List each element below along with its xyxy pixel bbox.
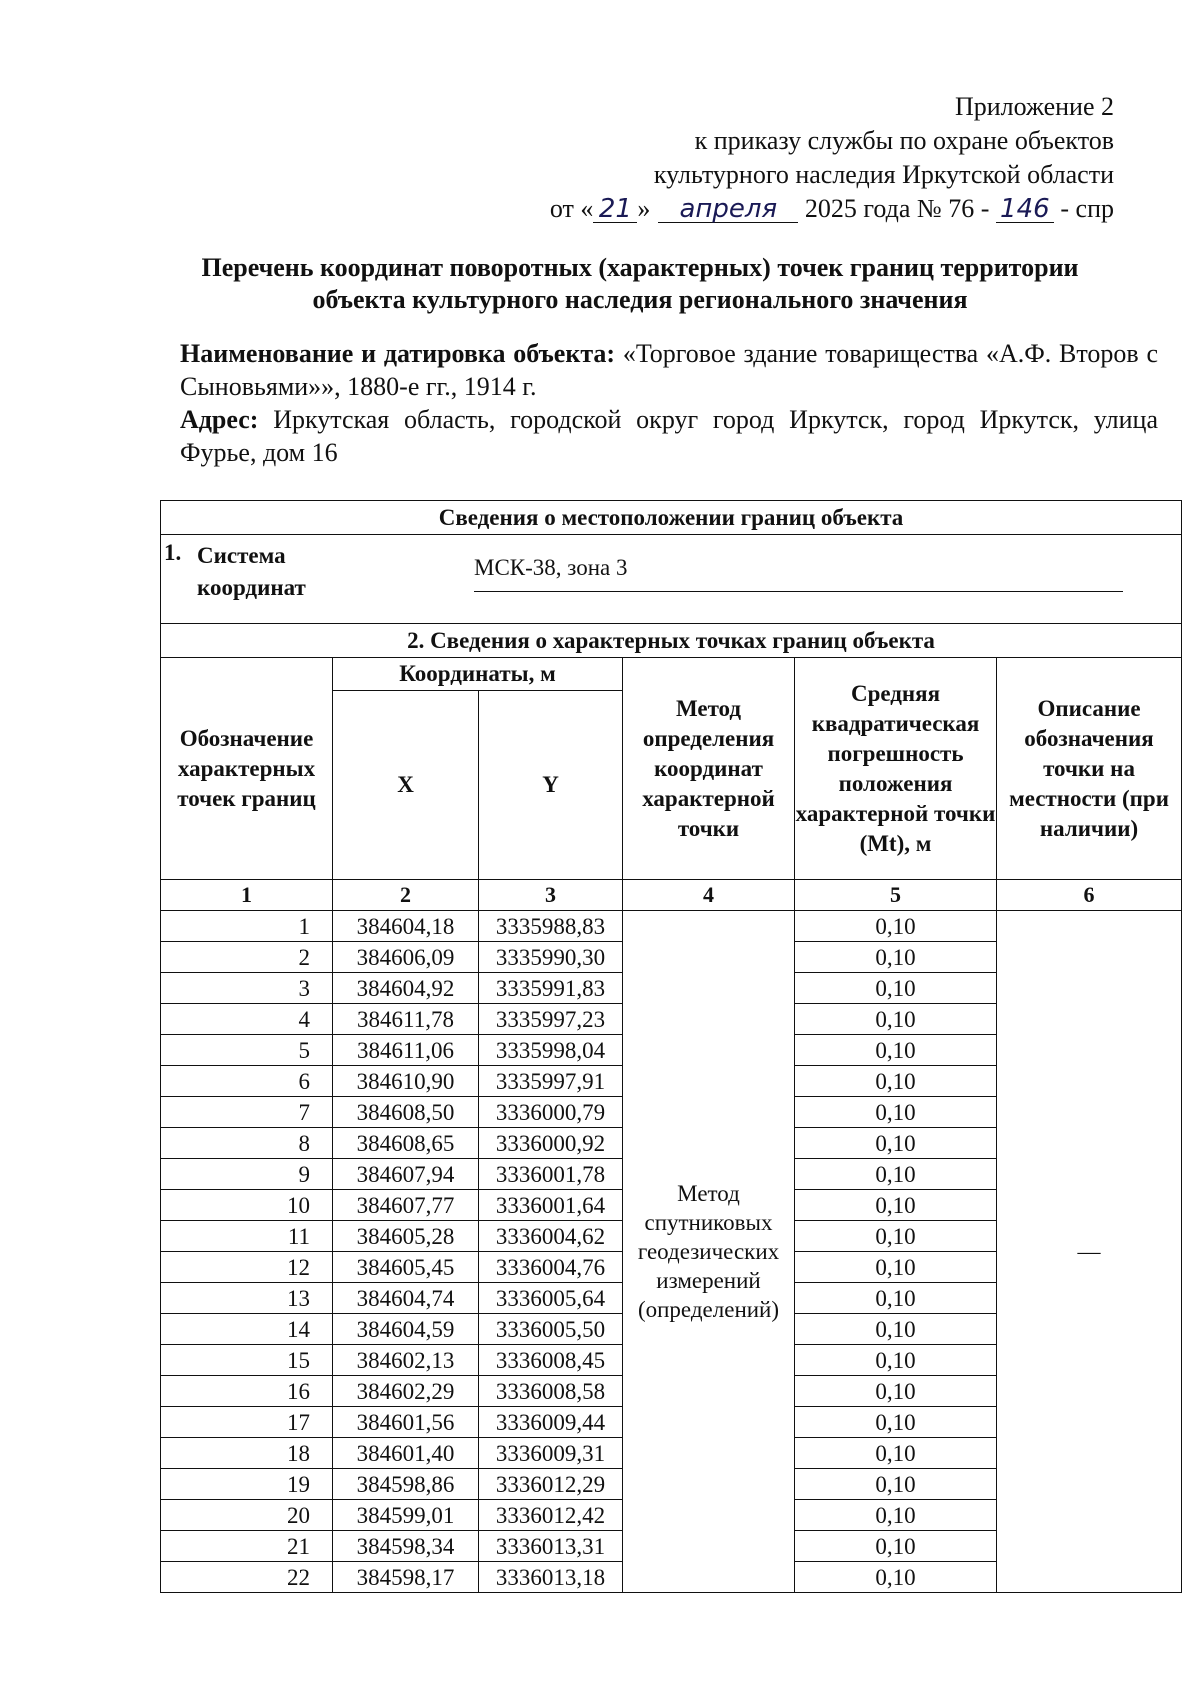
mt-cell: 0,10 [795,1562,997,1593]
object-address-paragraph [180,403,1158,469]
y-coordinate-cell: 3336012,42 [479,1500,623,1531]
x-coordinate-cell: 384610,90 [333,1066,479,1097]
mt-cell: 0,10 [795,1500,997,1531]
mt-cell: 0,10 [795,1531,997,1562]
object-name-paragraph [180,337,1158,403]
appendix-order-line: к приказу службы по охране объектов [694,126,1114,155]
appendix-date-line [550,192,1114,226]
mt-cell: 0,10 [795,1407,997,1438]
point-number-cell: 19 [161,1469,333,1500]
header-method: Метод определения координат характерной точки [623,658,795,880]
y-coordinate-cell: 3335988,83 [479,911,623,942]
date-prefix: от « [549,194,594,223]
point-number-cell: 14 [161,1314,333,1345]
system-number: 1. [164,540,182,565]
y-coordinate-cell: 3336000,79 [479,1097,623,1128]
column-numbers-row [161,880,1182,911]
object-name-value: «Торговое здание товарищества «А.Ф. Второв с Сыновьями»», 1880-е гг., 1914 г. [180,339,1159,401]
y-coordinate-cell: 3335990,30 [479,942,623,973]
y-coordinate-cell: 3336009,31 [479,1438,623,1469]
section1-title: Сведения о местоположении границ объекта [161,501,1182,535]
point-number-cell: 5 [161,1035,333,1066]
x-coordinate-cell: 384598,17 [333,1562,479,1593]
order-suffix: - спр [1060,194,1114,223]
description-cell: — [997,911,1182,1593]
point-number-cell: 21 [161,1531,333,1562]
x-coordinate-cell: 384604,59 [333,1314,479,1345]
y-coordinate-cell: 3336000,92 [479,1128,623,1159]
handwritten-month: апреля [658,196,798,223]
x-coordinate-cell: 384611,06 [333,1035,479,1066]
date-close: » [637,194,651,223]
y-coordinate-cell: 3336009,44 [479,1407,623,1438]
point-number-cell: 20 [161,1500,333,1531]
object-name-label: Наименование и датировка объекта: [180,339,616,368]
coordinate-system-row [161,535,1182,624]
handwritten-day: 21 [593,196,637,223]
column-number: 4 [623,880,795,911]
y-coordinate-cell: 3336013,18 [479,1562,623,1593]
mt-cell: 0,10 [795,911,997,942]
mt-cell: 0,10 [795,1035,997,1066]
system-value: МСК-38, зона 3 [474,555,628,580]
system-underline [474,591,1123,592]
y-coordinate-cell: 3336013,31 [479,1531,623,1562]
mt-cell: 0,10 [795,1376,997,1407]
y-coordinate-cell: 3336005,50 [479,1314,623,1345]
point-number-cell: 1 [161,911,333,942]
x-coordinate-cell: 384601,40 [333,1438,479,1469]
y-coordinate-cell: 3335997,23 [479,1004,623,1035]
y-coordinate-cell: 3335997,91 [479,1066,623,1097]
point-number-cell: 18 [161,1438,333,1469]
x-coordinate-cell: 384604,92 [333,973,479,1004]
x-coordinate-cell: 384598,34 [333,1531,479,1562]
column-number: 6 [997,880,1182,911]
x-coordinate-cell: 384606,09 [333,942,479,973]
mt-cell: 0,10 [795,1221,997,1252]
mt-cell: 0,10 [795,1438,997,1469]
system-label-line-2: координат [197,575,306,600]
point-number-cell: 10 [161,1190,333,1221]
x-coordinate-cell: 384602,13 [333,1345,479,1376]
coordinates-table [160,500,1182,1593]
mt-cell: 0,10 [795,1252,997,1283]
object-address-value: Иркутская область, городской округ город Иркутск, город Иркутск, улица Фурье, дом 16 [180,405,1158,467]
appendix-number: Приложение 2 [954,92,1114,121]
x-coordinate-cell: 384604,18 [333,911,479,942]
y-coordinate-cell: 3336004,76 [479,1252,623,1283]
title-line-1: Перечень координат поворотных (характерных) точек границ территории [201,253,1079,282]
x-coordinate-cell: 384601,56 [333,1407,479,1438]
mt-cell: 0,10 [795,1128,997,1159]
x-coordinate-cell: 384608,50 [333,1097,479,1128]
section2-title: 2. Сведения о характерных точках границ объекта [161,624,1182,658]
y-coordinate-cell: 3336012,29 [479,1469,623,1500]
mt-cell: 0,10 [795,1004,997,1035]
point-number-cell: 3 [161,973,333,1004]
x-coordinate-cell: 384608,65 [333,1128,479,1159]
header-mt: Средняя квадратическая погрешность положения характерной точки (Mt), м [795,658,997,880]
point-number-cell: 6 [161,1066,333,1097]
mt-cell: 0,10 [795,973,997,1004]
x-coordinate-cell: 384604,74 [333,1283,479,1314]
column-number: 1 [161,880,333,911]
section1-row [161,501,1182,535]
y-coordinate-cell: 3336001,64 [479,1190,623,1221]
object-address-label: Адрес: [180,405,259,434]
point-number-cell: 9 [161,1159,333,1190]
header-description: Описание обозначения точки на местности (при наличии) [997,658,1182,880]
column-number: 5 [795,880,997,911]
y-coordinate-cell: 3336005,64 [479,1283,623,1314]
y-coordinate-cell: 3335998,04 [479,1035,623,1066]
point-number-cell: 22 [161,1562,333,1593]
point-number-cell: 13 [161,1283,333,1314]
x-coordinate-cell: 384598,86 [333,1469,479,1500]
mt-cell: 0,10 [795,1345,997,1376]
appendix-header [550,90,1114,226]
method-cell: Метод спутниковых геодезических измерений (определений) [623,911,795,1593]
y-coordinate-cell: 3336001,78 [479,1159,623,1190]
x-coordinate-cell: 384607,94 [333,1159,479,1190]
x-coordinate-cell: 384605,45 [333,1252,479,1283]
point-number-cell: 15 [161,1345,333,1376]
y-coordinate-cell: 3336008,45 [479,1345,623,1376]
mt-cell: 0,10 [795,1097,997,1128]
point-number-cell: 2 [161,942,333,973]
header-row-1 [161,658,1182,691]
point-number-cell: 17 [161,1407,333,1438]
mt-cell: 0,10 [795,942,997,973]
point-number-cell: 8 [161,1128,333,1159]
point-number-cell: 16 [161,1376,333,1407]
point-number-cell: 12 [161,1252,333,1283]
column-number: 3 [479,880,623,911]
mt-cell: 0,10 [795,1159,997,1190]
x-coordinate-cell: 384602,29 [333,1376,479,1407]
column-number: 2 [333,880,479,911]
date-year-part: 2025 года № 76 - [804,194,990,223]
section2-row [161,624,1182,658]
document-title [150,252,1130,316]
y-coordinate-cell: 3336008,58 [479,1376,623,1407]
mt-cell: 0,10 [795,1314,997,1345]
x-coordinate-cell: 384607,77 [333,1190,479,1221]
mt-cell: 0,10 [795,1190,997,1221]
mt-cell: 0,10 [795,1469,997,1500]
system-label [197,540,306,604]
y-coordinate-cell: 3335991,83 [479,973,623,1004]
header-x: X [333,691,479,880]
coordinate-system-cell [161,535,1182,624]
table-row [161,911,1182,942]
header-coordinates: Координаты, м [333,658,623,691]
y-coordinate-cell: 3336004,62 [479,1221,623,1252]
system-label-line-1: Система [197,543,286,568]
title-line-2: объекта культурного наследия регионального значения [312,285,968,314]
mt-cell: 0,10 [795,1283,997,1314]
x-coordinate-cell: 384611,78 [333,1004,479,1035]
header-point-designation: Обозначение характерных точек границ [161,658,333,880]
handwritten-order-number: 146 [996,196,1054,223]
object-info [180,337,1158,469]
x-coordinate-cell: 384599,01 [333,1500,479,1531]
appendix-service-line: культурного наследия Иркутской области [653,160,1114,189]
point-number-cell: 4 [161,1004,333,1035]
mt-cell: 0,10 [795,1066,997,1097]
point-number-cell: 7 [161,1097,333,1128]
point-number-cell: 11 [161,1221,333,1252]
x-coordinate-cell: 384605,28 [333,1221,479,1252]
header-y: Y [479,691,623,880]
